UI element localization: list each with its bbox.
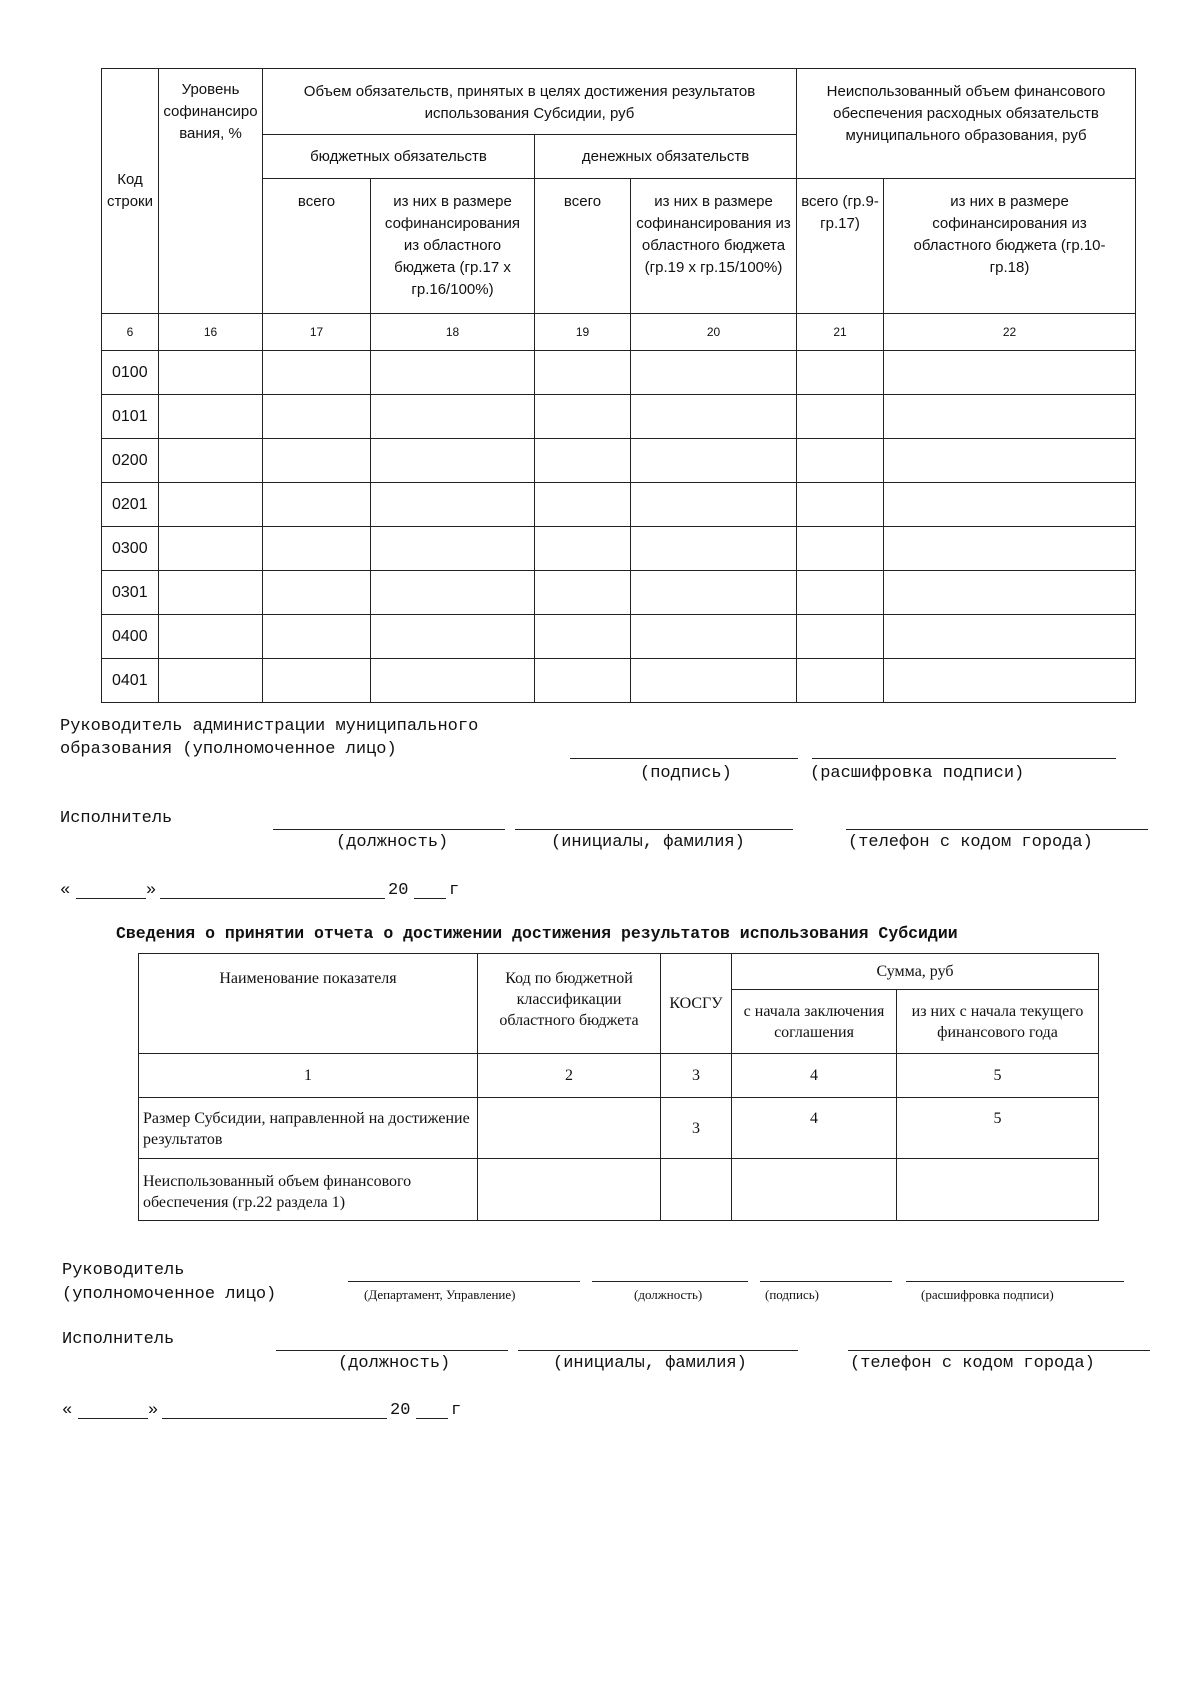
date-year-prefix: 20 bbox=[388, 881, 409, 900]
position-caption: (должность) bbox=[634, 1287, 703, 1302]
row-code: 0401 bbox=[102, 659, 159, 703]
column-number: 4 bbox=[732, 1054, 897, 1098]
row-code: 0100 bbox=[102, 351, 159, 395]
table-cell[interactable] bbox=[371, 395, 535, 439]
executor-name-line[interactable] bbox=[515, 829, 793, 830]
table-row bbox=[102, 351, 1136, 395]
date-year-prefix: 20 bbox=[390, 1401, 411, 1420]
table-row bbox=[102, 571, 1136, 615]
column-number: 18 bbox=[371, 314, 535, 351]
table-cell[interactable] bbox=[263, 439, 371, 483]
phone-caption: (телефон с кодом города) bbox=[848, 833, 1093, 852]
date-close-quote: » bbox=[146, 881, 157, 900]
indicator-name: Размер Субсидии, направленной на достижение результатов bbox=[139, 1098, 478, 1159]
date-month-line[interactable] bbox=[160, 898, 385, 899]
table-cell[interactable] bbox=[884, 351, 1136, 395]
table-cell[interactable] bbox=[159, 483, 263, 527]
head-label-line2: (уполномоченное лицо) bbox=[62, 1285, 277, 1304]
header-obligations: Объем обязательств, принятых в целях достижения результатов использования Субсидии, руб bbox=[263, 69, 797, 135]
table-cell[interactable] bbox=[797, 615, 884, 659]
executor-phone-line[interactable] bbox=[848, 1350, 1150, 1351]
executor-label: Исполнитель bbox=[60, 809, 173, 828]
table-cell[interactable] bbox=[535, 351, 631, 395]
signature-decode-caption: (расшифровка подписи) bbox=[921, 1287, 1054, 1302]
table-cell[interactable] bbox=[535, 571, 631, 615]
table-cell[interactable] bbox=[263, 659, 371, 703]
obligations-table bbox=[101, 68, 1136, 703]
table-cell[interactable] bbox=[263, 527, 371, 571]
table-row bbox=[102, 527, 1136, 571]
table-cell[interactable]: 5 bbox=[897, 1098, 1099, 1159]
date-year-line[interactable] bbox=[416, 1418, 448, 1419]
table-cell[interactable] bbox=[478, 1098, 661, 1159]
column-number: 16 bbox=[159, 314, 263, 351]
header-since-agreement: с начала заключения соглашения bbox=[732, 990, 897, 1054]
row-code: 0200 bbox=[102, 439, 159, 483]
table-cell[interactable] bbox=[884, 439, 1136, 483]
table-cell[interactable] bbox=[371, 527, 535, 571]
table-cell[interactable] bbox=[263, 483, 371, 527]
table-cell[interactable] bbox=[535, 483, 631, 527]
column-number: 21 bbox=[797, 314, 884, 351]
head-label-line1: Руководитель bbox=[62, 1261, 185, 1280]
column-number: 5 bbox=[897, 1054, 1099, 1098]
table-cell[interactable] bbox=[884, 483, 1136, 527]
date-day-line[interactable] bbox=[76, 898, 146, 899]
row-code: 0400 bbox=[102, 615, 159, 659]
table-cell[interactable] bbox=[263, 351, 371, 395]
header-budget-obligations: бюджетных обязательств bbox=[263, 135, 535, 179]
row-code: 0101 bbox=[102, 395, 159, 439]
head-of-administration-line2: образования (уполномоченное лицо) bbox=[60, 740, 397, 759]
signature-line[interactable] bbox=[570, 758, 798, 759]
column-number: 17 bbox=[263, 314, 371, 351]
table-cell[interactable] bbox=[535, 659, 631, 703]
table-cell[interactable] bbox=[884, 571, 1136, 615]
signature-decode-line[interactable] bbox=[812, 758, 1116, 759]
table-row bbox=[102, 615, 1136, 659]
table-cell[interactable] bbox=[797, 527, 884, 571]
row-code: 0201 bbox=[102, 483, 159, 527]
table-row bbox=[102, 483, 1136, 527]
executor-phone-line[interactable] bbox=[846, 829, 1148, 830]
executor-position-line[interactable] bbox=[276, 1350, 508, 1351]
header-sum: Сумма, руб bbox=[732, 954, 1099, 990]
table-cell[interactable] bbox=[631, 615, 797, 659]
department-caption: (Департамент, Управление) bbox=[364, 1287, 516, 1302]
executor-name-line[interactable] bbox=[518, 1350, 798, 1351]
header-total-17: всего bbox=[263, 179, 371, 314]
table-cell[interactable] bbox=[371, 483, 535, 527]
header-total-21: всего (гр.9-гр.17) bbox=[797, 179, 884, 314]
column-number: 3 bbox=[661, 1054, 732, 1098]
table-cell[interactable] bbox=[371, 615, 535, 659]
table-cell[interactable] bbox=[884, 527, 1136, 571]
position-caption: (должность) bbox=[336, 833, 449, 852]
date-year-suffix: г bbox=[451, 1401, 462, 1420]
table-cell[interactable] bbox=[897, 1159, 1099, 1221]
table-cell[interactable] bbox=[159, 439, 263, 483]
department-line[interactable] bbox=[348, 1281, 580, 1282]
signature-caption: (подпись) bbox=[765, 1287, 819, 1302]
table-cell[interactable] bbox=[631, 659, 797, 703]
table-cell[interactable] bbox=[159, 571, 263, 615]
table-row bbox=[139, 1159, 1099, 1221]
table-cell[interactable] bbox=[159, 659, 263, 703]
name-caption: (инициалы, фамилия) bbox=[553, 1354, 747, 1373]
table-cell[interactable] bbox=[263, 615, 371, 659]
section-title: Сведения о принятии отчета о достижении достижения результатов использования Субсидии bbox=[116, 924, 958, 943]
column-number: 19 bbox=[535, 314, 631, 351]
table-cell[interactable] bbox=[797, 571, 884, 615]
header-unused: Неиспользованный объем финансового обеспечения расходных обязательств муниципального образования, руб bbox=[797, 69, 1136, 179]
table-cell[interactable] bbox=[884, 395, 1136, 439]
header-total-19: всего bbox=[535, 179, 631, 314]
table-cell[interactable] bbox=[371, 351, 535, 395]
header-share-22: из них в размере софинансирования из областного бюджета (гр.10-гр.18) bbox=[884, 179, 1136, 314]
table-cell[interactable] bbox=[631, 395, 797, 439]
executor-position-line[interactable] bbox=[273, 829, 505, 830]
table-cell[interactable] bbox=[797, 395, 884, 439]
table-cell[interactable] bbox=[478, 1159, 661, 1221]
table-row bbox=[102, 395, 1136, 439]
table-cell[interactable]: 3 bbox=[661, 1098, 732, 1159]
position-line[interactable] bbox=[592, 1281, 748, 1282]
table-cell[interactable] bbox=[797, 439, 884, 483]
table-cell[interactable] bbox=[159, 351, 263, 395]
report-acceptance-table bbox=[138, 953, 1099, 1221]
table-cell[interactable]: 4 bbox=[732, 1098, 897, 1159]
table-cell[interactable] bbox=[535, 615, 631, 659]
signature-caption: (подпись) bbox=[640, 764, 732, 783]
row-code: 0300 bbox=[102, 527, 159, 571]
header-level: Уровень софинансиро вания, % bbox=[159, 69, 263, 314]
signature-decode-caption: (расшифровка подписи) bbox=[810, 764, 1025, 783]
column-number: 2 bbox=[478, 1054, 661, 1098]
signature-decode-line[interactable] bbox=[906, 1281, 1124, 1282]
table-cell[interactable] bbox=[159, 615, 263, 659]
table-cell[interactable] bbox=[535, 439, 631, 483]
table-cell[interactable] bbox=[631, 483, 797, 527]
header-share-20: из них в размере софинансирования из областного бюджета (гр.19 х гр.15/100%) bbox=[631, 179, 797, 314]
header-since-year: из них с начала текущего финансового года bbox=[897, 990, 1099, 1054]
date-month-line[interactable] bbox=[162, 1418, 387, 1419]
table-cell[interactable] bbox=[797, 483, 884, 527]
header-code: Код строки bbox=[102, 69, 159, 314]
header-money-obligations: денежных обязательств bbox=[535, 135, 797, 179]
table-cell[interactable] bbox=[159, 527, 263, 571]
table-cell[interactable] bbox=[631, 527, 797, 571]
header-kosgu: КОСГУ bbox=[661, 954, 732, 1054]
column-number: 6 bbox=[102, 314, 159, 351]
date-close-quote: » bbox=[148, 1401, 159, 1420]
column-number: 22 bbox=[884, 314, 1136, 351]
indicator-name: Неиспользованный объем финансового обеспечения (гр.22 раздела 1) bbox=[139, 1159, 478, 1221]
name-caption: (инициалы, фамилия) bbox=[551, 833, 745, 852]
row-code: 0301 bbox=[102, 571, 159, 615]
table-cell[interactable] bbox=[631, 571, 797, 615]
table-cell[interactable] bbox=[535, 395, 631, 439]
header-share-18: из них в размере софинансирования из областного бюджета (гр.17 х гр.16/100%) bbox=[371, 179, 535, 314]
table-cell[interactable] bbox=[732, 1159, 897, 1221]
position-caption: (должность) bbox=[338, 1354, 451, 1373]
table-cell[interactable] bbox=[371, 439, 535, 483]
executor-label: Исполнитель bbox=[62, 1330, 175, 1349]
table-cell[interactable] bbox=[159, 395, 263, 439]
date-open-quote: « bbox=[62, 1401, 73, 1420]
table-cell[interactable] bbox=[661, 1159, 732, 1221]
table-cell[interactable] bbox=[797, 659, 884, 703]
table-row bbox=[102, 439, 1136, 483]
date-year-suffix: г bbox=[449, 881, 460, 900]
column-number: 1 bbox=[139, 1054, 478, 1098]
phone-caption: (телефон с кодом города) bbox=[850, 1354, 1095, 1373]
table-cell[interactable] bbox=[631, 439, 797, 483]
table-cell[interactable] bbox=[263, 395, 371, 439]
table-row bbox=[102, 659, 1136, 703]
table-cell[interactable] bbox=[631, 351, 797, 395]
table-cell[interactable] bbox=[884, 615, 1136, 659]
header-budget-code: Код по бюджетной классификации областного бюджета bbox=[478, 954, 661, 1054]
table-cell[interactable] bbox=[535, 527, 631, 571]
table-cell[interactable] bbox=[263, 571, 371, 615]
table-cell[interactable] bbox=[797, 351, 884, 395]
table-cell[interactable] bbox=[884, 659, 1136, 703]
date-year-line[interactable] bbox=[414, 898, 446, 899]
column-number: 20 bbox=[631, 314, 797, 351]
date-open-quote: « bbox=[60, 881, 71, 900]
table-cell[interactable] bbox=[371, 571, 535, 615]
date-day-line[interactable] bbox=[78, 1418, 148, 1419]
head-of-administration-line1: Руководитель администрации муниципального bbox=[60, 717, 479, 736]
header-indicator-name: Наименование показателя bbox=[139, 954, 478, 1054]
table-row bbox=[139, 1098, 1099, 1159]
signature-line[interactable] bbox=[760, 1281, 892, 1282]
table-cell[interactable] bbox=[371, 659, 535, 703]
